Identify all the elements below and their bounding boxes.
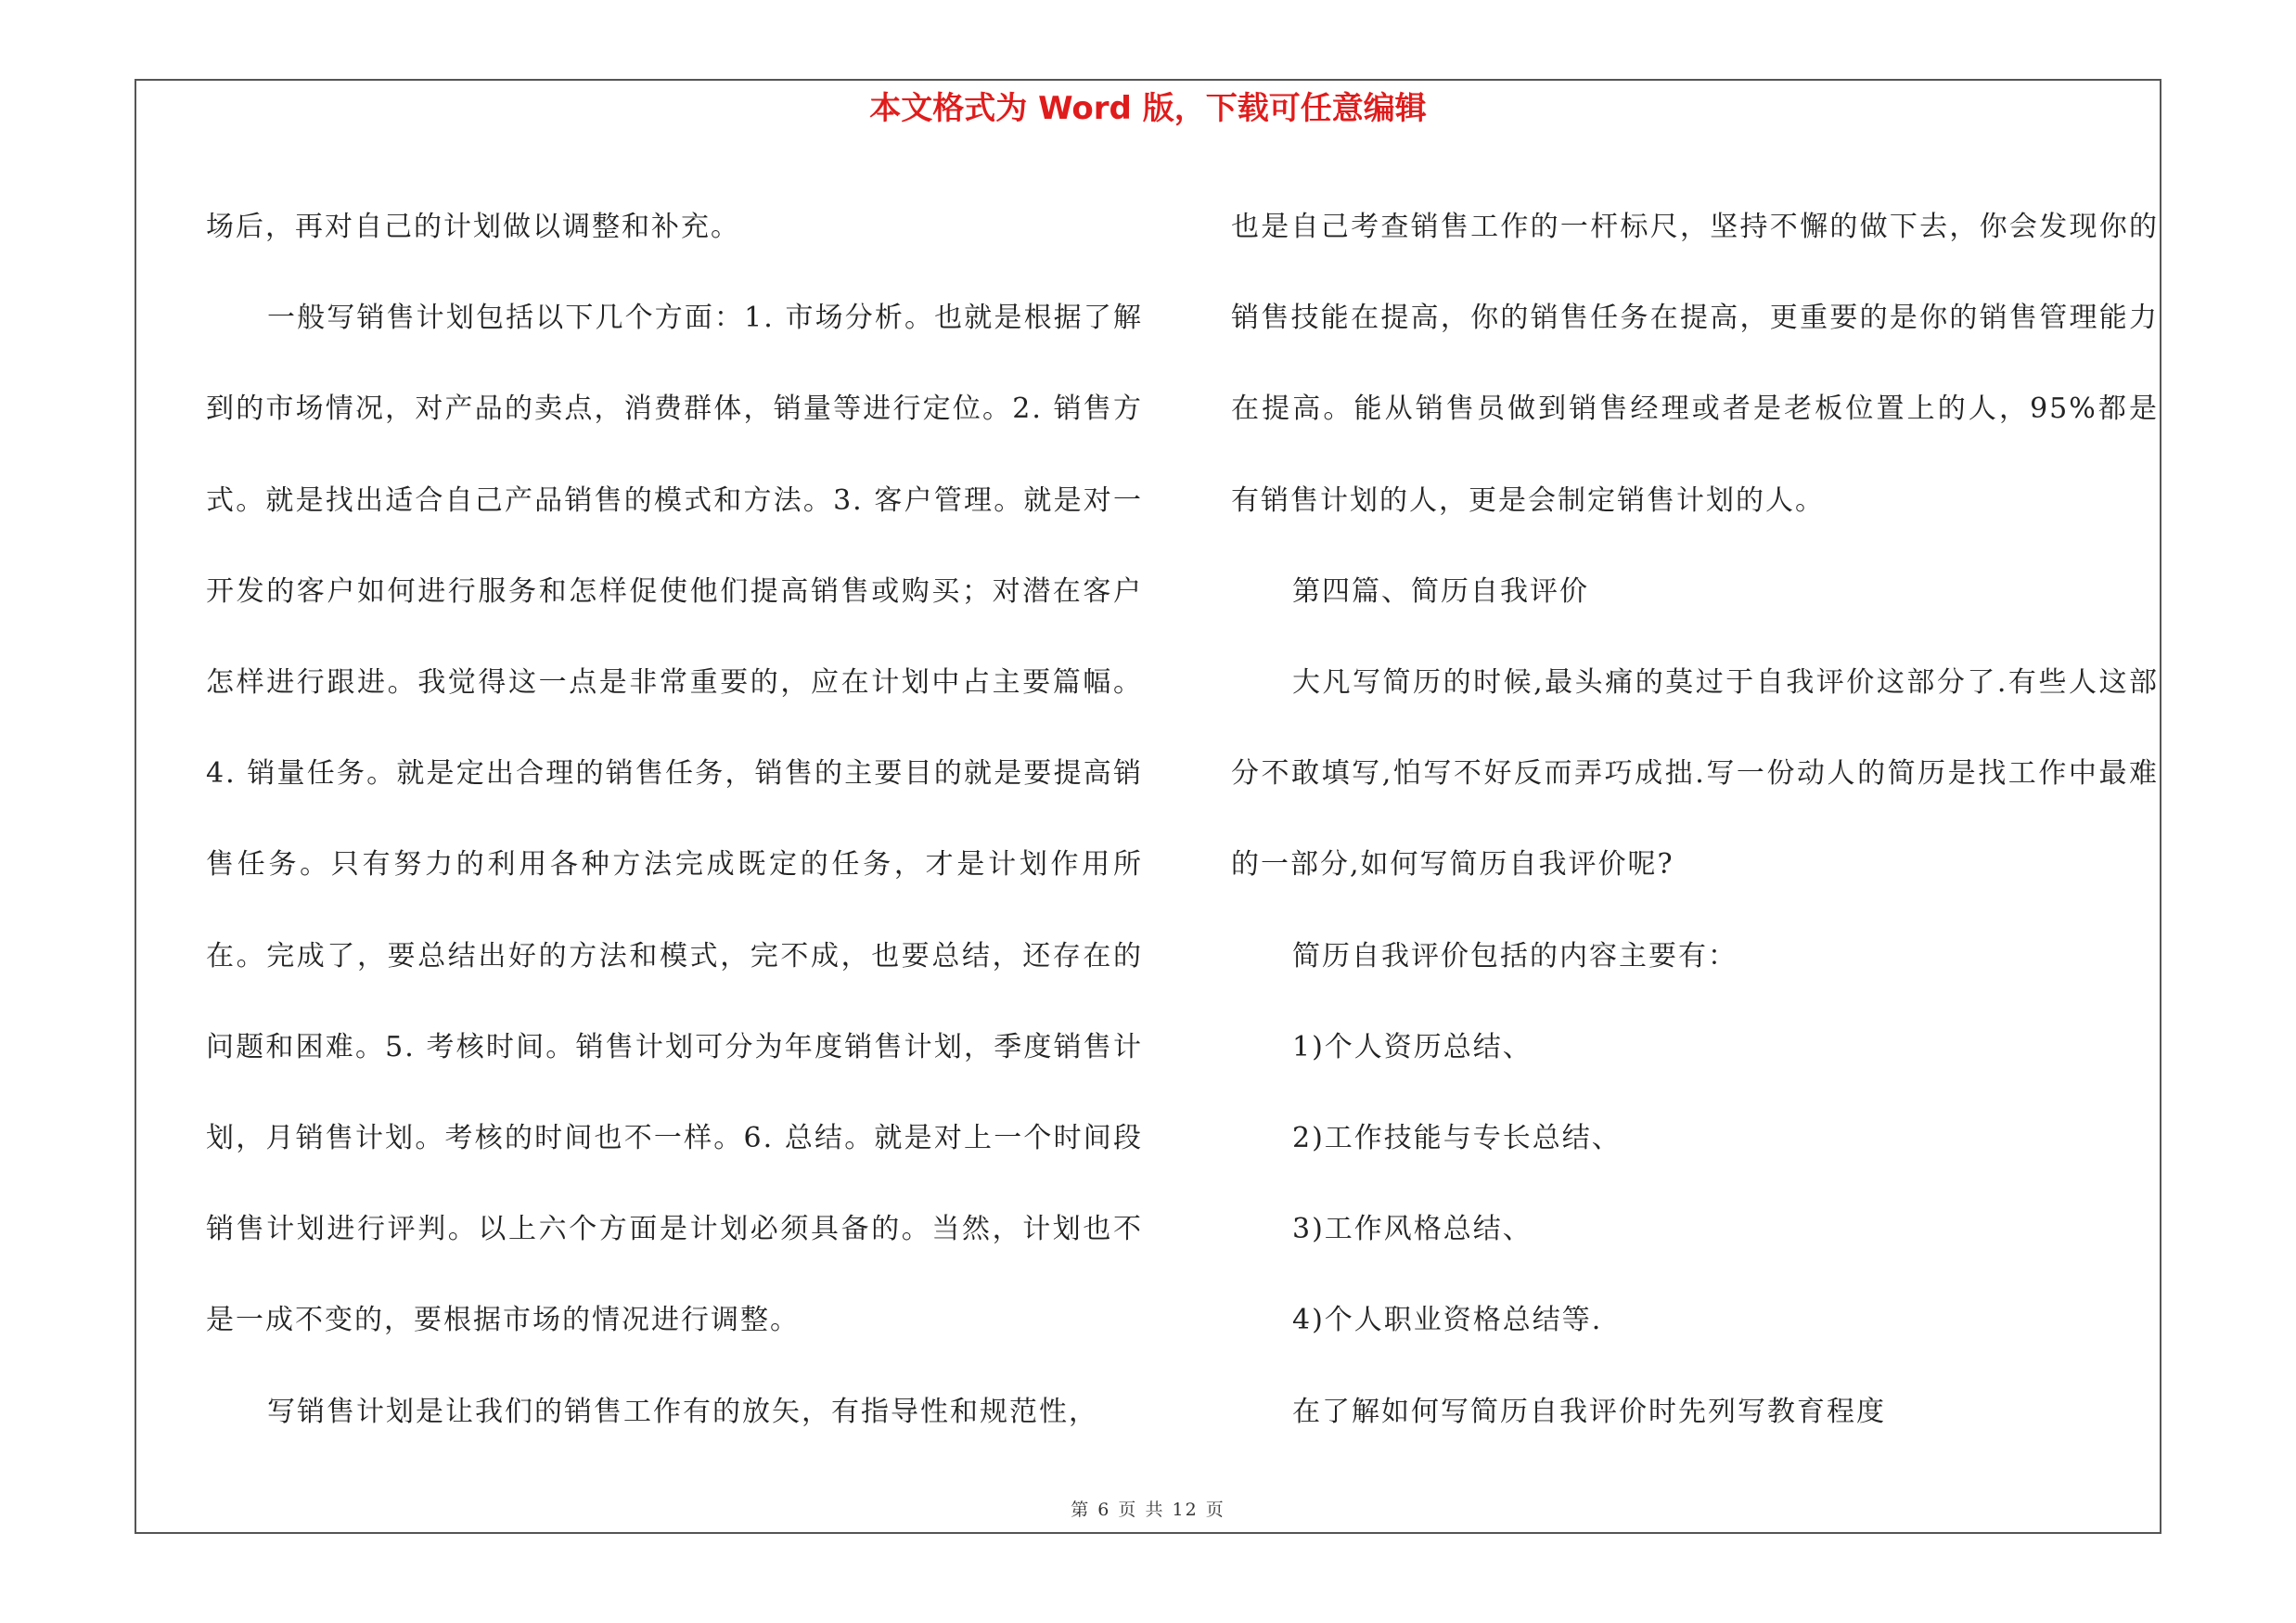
paragraph: 在了解如何写简历自我评价时先列写教育程度: [1292, 1395, 1886, 1428]
list-item: 4)个人职业资格总结等.: [1292, 1304, 1603, 1337]
left-column: [206, 182, 1143, 1458]
format-banner: 本文格式为 Word 版，下载可任意编辑: [869, 90, 1427, 127]
list-item: 1)个人资历总结、: [1292, 1030, 1533, 1063]
paragraph: 简历自我评价包括的内容主要有：: [1292, 939, 1738, 973]
paragraph: 一般写销售计划包括以下几个方面：1. 市场分析。也就是根据了解到的市场情况，对产品的卖点，消费群体，销量等进行定位。2. 销售方式。就是找出适合自己产品销售的模式和方法。3. 客户管理。就是对一开发的客户如何进行服务和怎样促使他们提高销售或购买；对潜在客户怎样进行跟进。我觉得这一点是非常重要的，应在计划中占主要篇幅。4. 销量任务。就是定出合理的销售任务，销售的主要目的就是要提高销售任务。只有努力的利用各种方法完成既定的任务，才是计划作用所在。完成了，要总结出好的方法和模式，完不成，也要总结，还存在的问题和困难。5. 考核时间。销售计划可分为年度销售计划，季度销售计划，月销售计划。考核的时间也不一样。6. 总结。就是对上一个时间段销售计划进行评判。以上六个方面是计划必须具备的。当然，计划也不是一成不变的，要根据市场的情况进行调整。: [206, 302, 1143, 1337]
paragraph: 大凡写简历的时候,最头痛的莫过于自我评价这部分了.有些人这部分不敢填写,怕写不好反而弄巧成拙.写一份动人的简历是找工作中最难的一部分,如何写简历自我评价呢?: [1231, 666, 2159, 882]
section-heading: 第四篇、简历自我评价: [1292, 574, 1589, 608]
right-column: [1231, 182, 2159, 1458]
paragraph: 也是自己考查销售工作的一杆标尺，坚持不懈的做下去，你会发现你的销售技能在提高，你的销售任务在提高，更重要的是你的销售管理能力在提高。能从销售员做到销售经理或者是老板位置上的人，95%都是有销售计划的人，更是会制定销售计划的人。: [1231, 211, 2159, 517]
paragraph: 写销售计划是让我们的销售工作有的放矢，有指导性和规范性，: [267, 1395, 1098, 1428]
paragraph: 场后，再对自己的计划做以调整和补充。: [206, 211, 740, 243]
list-item: 2)工作技能与专长总结、: [1292, 1122, 1622, 1155]
list-item: 3)工作风格总结、: [1292, 1213, 1533, 1246]
page-number-footer: 第 6 页 共 12 页: [1071, 1500, 1225, 1520]
